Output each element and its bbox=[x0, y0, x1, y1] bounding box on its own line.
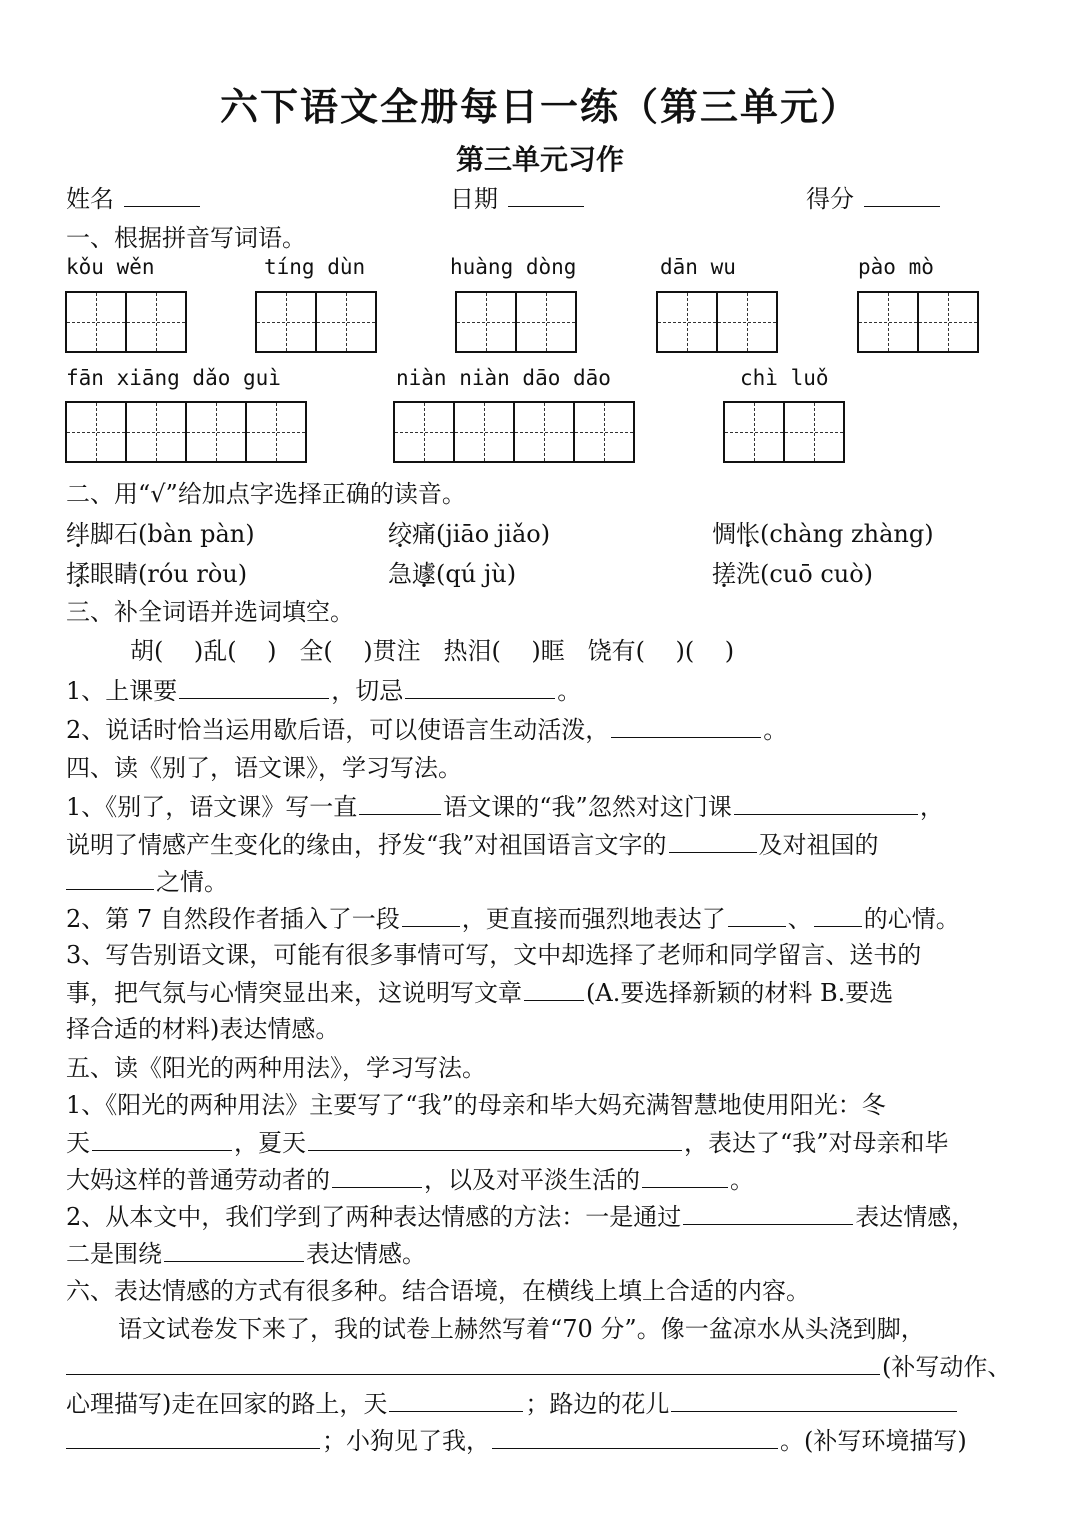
pinyin-label: fān xiāng dǎo guì bbox=[66, 366, 281, 390]
pinyin-label: niàn niàn dāo dāo bbox=[396, 366, 611, 390]
writing-grid[interactable] bbox=[65, 401, 307, 463]
pronunciation-item[interactable]: 惆怅(chàng zhàng) bbox=[712, 520, 934, 548]
writing-grid[interactable] bbox=[656, 291, 778, 353]
answer-blank[interactable] bbox=[734, 790, 918, 815]
text-line: 大妈这样的普通劳动者的 ，以及对平淡生活的 。 bbox=[66, 1163, 754, 1196]
pinyin-label: pào mò bbox=[858, 255, 934, 279]
name-field[interactable]: 姓名 bbox=[66, 182, 202, 215]
section-2-heading: 二、用“√”给加点字选择正确的读音。 bbox=[66, 480, 466, 508]
answer-blank[interactable] bbox=[814, 902, 862, 927]
text-line: 天 ，夏天 ，表达了“我”对母亲和毕 bbox=[66, 1126, 949, 1159]
answer-blank[interactable] bbox=[611, 713, 761, 738]
writing-grid[interactable] bbox=[393, 401, 635, 463]
section-5-heading: 五、读《阳光的两种用法》，学习写法。 bbox=[66, 1054, 486, 1082]
answer-blank[interactable] bbox=[864, 182, 940, 207]
writing-grid[interactable] bbox=[65, 291, 187, 353]
fill-question-2: 2、说话时恰当运用歇后语，可以使语言生动活泼， 。 bbox=[66, 713, 787, 746]
pronunciation-item[interactable]: 揉眼睛(róu ròu) bbox=[66, 560, 248, 588]
pinyin-label: kǒu wěn bbox=[66, 255, 155, 279]
answer-blank[interactable] bbox=[524, 976, 584, 1001]
text-line: 择合适的材料)表达情感。 bbox=[66, 1015, 340, 1043]
answer-blank[interactable] bbox=[728, 902, 786, 927]
answer-blank[interactable] bbox=[66, 1424, 320, 1449]
answer-blank[interactable] bbox=[683, 1200, 853, 1225]
writing-grid[interactable] bbox=[857, 291, 979, 353]
section-3-heading: 三、补全词语并选词填空。 bbox=[66, 598, 354, 626]
text-line: 心理描写)走在回家的路上，天 ；路边的花儿 bbox=[66, 1387, 959, 1420]
pronunciation-item[interactable]: 绞痛(jiāo jiǎo) bbox=[388, 520, 551, 548]
word-completion[interactable]: 胡( )乱( ) 全( )贯注 热泪( )眶 饶有( )( ) bbox=[130, 637, 735, 665]
answer-blank[interactable] bbox=[92, 1126, 232, 1151]
pronunciation-item[interactable]: 急遽(qú jù) bbox=[388, 560, 517, 588]
answer-blank[interactable] bbox=[492, 1424, 778, 1449]
text-line: 1、《阳光的两种用法》主要写了“我”的母亲和毕大妈充满智慧地使用阳光：冬 bbox=[66, 1091, 886, 1119]
pinyin-label: chì luǒ bbox=[740, 366, 829, 390]
text-line: 事，把气氛与心情突显出来，这说明写文章 (A.要选择新颖的材料 B.要选 bbox=[66, 976, 893, 1009]
pinyin-label: dān wu bbox=[660, 255, 736, 279]
text-line: 1、《别了，语文课》写一直 语文课的“我”忽然对这门课 ， bbox=[66, 790, 944, 823]
answer-blank[interactable] bbox=[66, 865, 154, 890]
answer-blank[interactable] bbox=[308, 1126, 682, 1151]
text-line: ；小狗见了我， 。(补写环境描写) bbox=[66, 1424, 967, 1457]
pinyin-label: tíng dùn bbox=[264, 255, 366, 279]
page-subtitle: 第三单元习作 bbox=[455, 143, 624, 176]
answer-blank[interactable] bbox=[359, 790, 441, 815]
pinyin-label: huàng dòng bbox=[450, 255, 577, 279]
answer-blank[interactable] bbox=[124, 182, 200, 207]
section-6-heading: 六、表达情感的方式有很多种。结合语境，在横线上填上合适的内容。 bbox=[66, 1277, 810, 1305]
writing-grid[interactable] bbox=[455, 291, 577, 353]
writing-grid[interactable] bbox=[255, 291, 377, 353]
pronunciation-item[interactable]: 搓洗(cuō cuò) bbox=[712, 560, 874, 588]
text-line: 说明了情感产生变化的缘由，抒发“我”对祖国语言文字的 及对祖国的 bbox=[66, 828, 879, 861]
section-4-heading: 四、读《别了，语文课》，学习写法。 bbox=[66, 754, 462, 782]
answer-blank[interactable] bbox=[669, 828, 757, 853]
answer-blank[interactable] bbox=[671, 1387, 957, 1412]
section-1-heading: 一、根据拼音写词语。 bbox=[66, 224, 306, 252]
text-line: 语文试卷发下来了，我的试卷上赫然写着“70 分”。像一盆凉水从头浇到脚， bbox=[118, 1315, 925, 1343]
score-field[interactable]: 得分 bbox=[806, 182, 942, 215]
text-line: 之情。 bbox=[66, 865, 228, 898]
text-line: 2、从本文中，我们学到了两种表达情感的方法：一是通过 表达情感， bbox=[66, 1200, 975, 1233]
answer-blank[interactable] bbox=[332, 1163, 422, 1188]
answer-blank[interactable] bbox=[508, 182, 584, 207]
answer-blank[interactable] bbox=[66, 1350, 880, 1375]
answer-blank[interactable] bbox=[164, 1237, 304, 1262]
fill-question-1: 1、上课要 ，切忌 。 bbox=[66, 674, 581, 707]
answer-blank[interactable] bbox=[642, 1163, 728, 1188]
answer-blank[interactable] bbox=[402, 902, 460, 927]
answer-blank[interactable] bbox=[179, 674, 329, 699]
text-line: 3、写告别语文课，可能有很多事情可写，文中却选择了老师和同学留言、送书的 bbox=[66, 941, 922, 969]
writing-grid[interactable] bbox=[723, 401, 845, 463]
pronunciation-item[interactable]: 绊脚石(bàn pàn) bbox=[66, 520, 255, 548]
answer-blank[interactable] bbox=[405, 674, 555, 699]
text-line: 2、第 7 自然段作者插入了一段 ，更直接而强烈地表达了 、 的心情。 bbox=[66, 902, 960, 935]
date-field[interactable]: 日期 bbox=[450, 182, 586, 215]
text-line: (补写动作、 bbox=[66, 1350, 1011, 1383]
page-title: 六下语文全册每日一练（第三单元） bbox=[219, 85, 860, 129]
answer-blank[interactable] bbox=[389, 1387, 523, 1412]
text-line: 二是围绕 表达情感。 bbox=[66, 1237, 426, 1270]
